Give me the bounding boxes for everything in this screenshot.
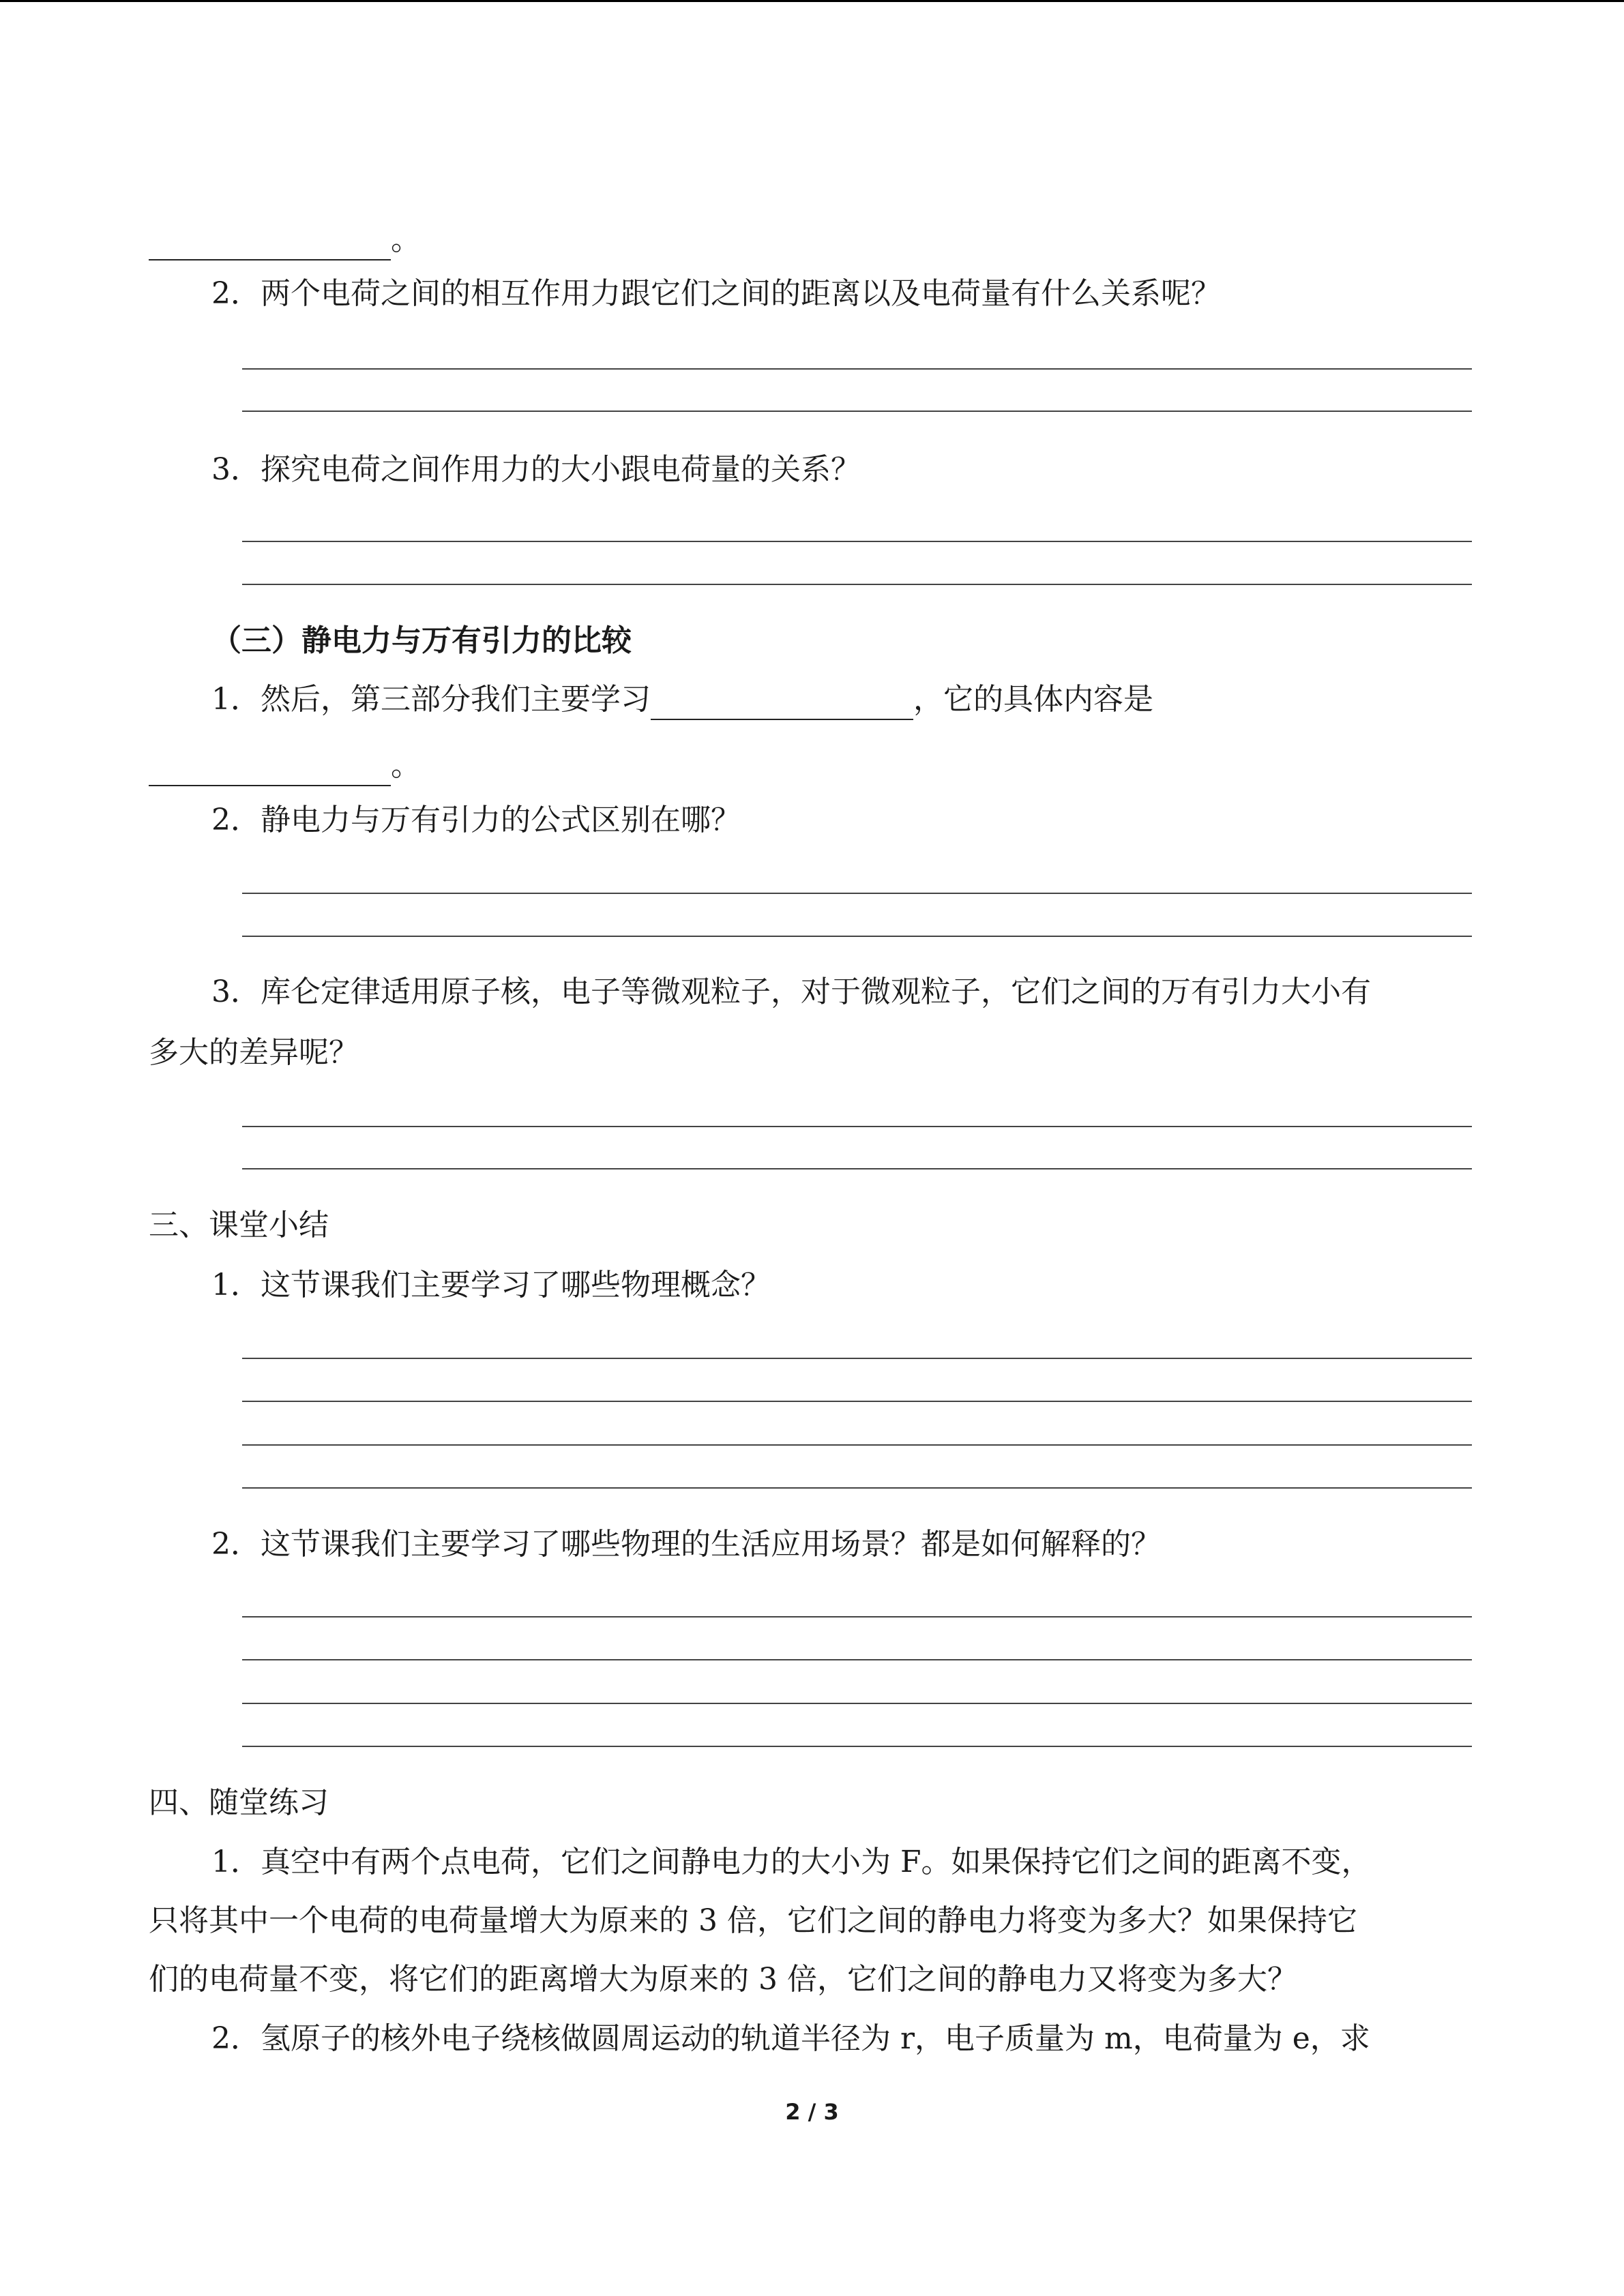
practice-question-2: 2．氢原子的核外电子绕核做圆周运动的轨道半径为 r，电子质量为 m，电荷量为 e，求 [211, 2021, 1370, 2056]
practice-heading: 四、随堂练习 [149, 1785, 329, 1820]
answer-line[interactable] [242, 411, 1472, 412]
summary-question-1: 1．这节课我们主要学习了哪些物理概念？ [211, 1268, 771, 1302]
answer-line[interactable] [242, 541, 1472, 542]
answer-line[interactable] [242, 584, 1472, 585]
top-border [0, 0, 1624, 2]
answer-line[interactable] [242, 368, 1472, 370]
question-s3-3-line2: 多大的差异呢？ [149, 1035, 359, 1070]
answer-line[interactable] [242, 1168, 1472, 1169]
question-s2-2: 2．两个电荷之间的相互作用力跟它们之间的距离以及电荷量有什么关系呢？ [211, 276, 1221, 311]
practice-question-1-line2: 只将其中一个电荷的电荷量增大为原来的 3 倍，它们之间的静电力将变为多大？如果保持它 [149, 1903, 1357, 1938]
question-s3-1-continuation: 。 [149, 745, 421, 786]
question-s3-2: 2．静电力与万有引力的公式区别在哪？ [211, 803, 741, 837]
practice-question-1: 1．真空中有两个点电荷，它们之间静电力的大小为 F。如果保持它们之间的距离不变， [211, 1845, 1372, 1879]
fill-blank[interactable] [651, 689, 913, 720]
practice-question-1-line3: 们的电荷量不变，将它们的距离增大为原来的 3 倍，它们之间的静电力又将变为多大？ [149, 1962, 1297, 1997]
question-s2-3: 3．探究电荷之间作用力的大小跟电荷量的关系？ [211, 452, 861, 487]
answer-line[interactable] [242, 1126, 1472, 1127]
section-heading-3: （三）静电力与万有引力的比较 [211, 623, 632, 658]
answer-line[interactable] [242, 1703, 1472, 1704]
summary-heading: 三、课堂小结 [149, 1208, 329, 1242]
question-s3-1: 1．然后，第三部分我们主要学习 ，它的具体内容是 [211, 679, 1153, 720]
fill-blank[interactable] [149, 229, 391, 260]
answer-line[interactable] [242, 1746, 1472, 1747]
answer-line[interactable] [242, 1401, 1472, 1402]
answer-line[interactable] [242, 936, 1472, 937]
continuation-line: 。 [149, 220, 421, 260]
answer-line[interactable] [242, 1487, 1472, 1489]
answer-line[interactable] [242, 1616, 1472, 1617]
summary-question-2: 2．这节课我们主要学习了哪些物理的生活应用场景？都是如何解释的？ [211, 1527, 1161, 1562]
answer-line[interactable] [242, 1659, 1472, 1660]
page-number: 2 / 3 [785, 2099, 839, 2125]
fill-blank[interactable] [149, 755, 391, 786]
answer-line[interactable] [242, 1358, 1472, 1359]
question-s3-3: 3．库仑定律适用原子核，电子等微观粒子，对于微观粒子，它们之间的万有引力大小有 [211, 974, 1371, 1009]
answer-line[interactable] [242, 1444, 1472, 1446]
answer-line[interactable] [242, 893, 1472, 894]
